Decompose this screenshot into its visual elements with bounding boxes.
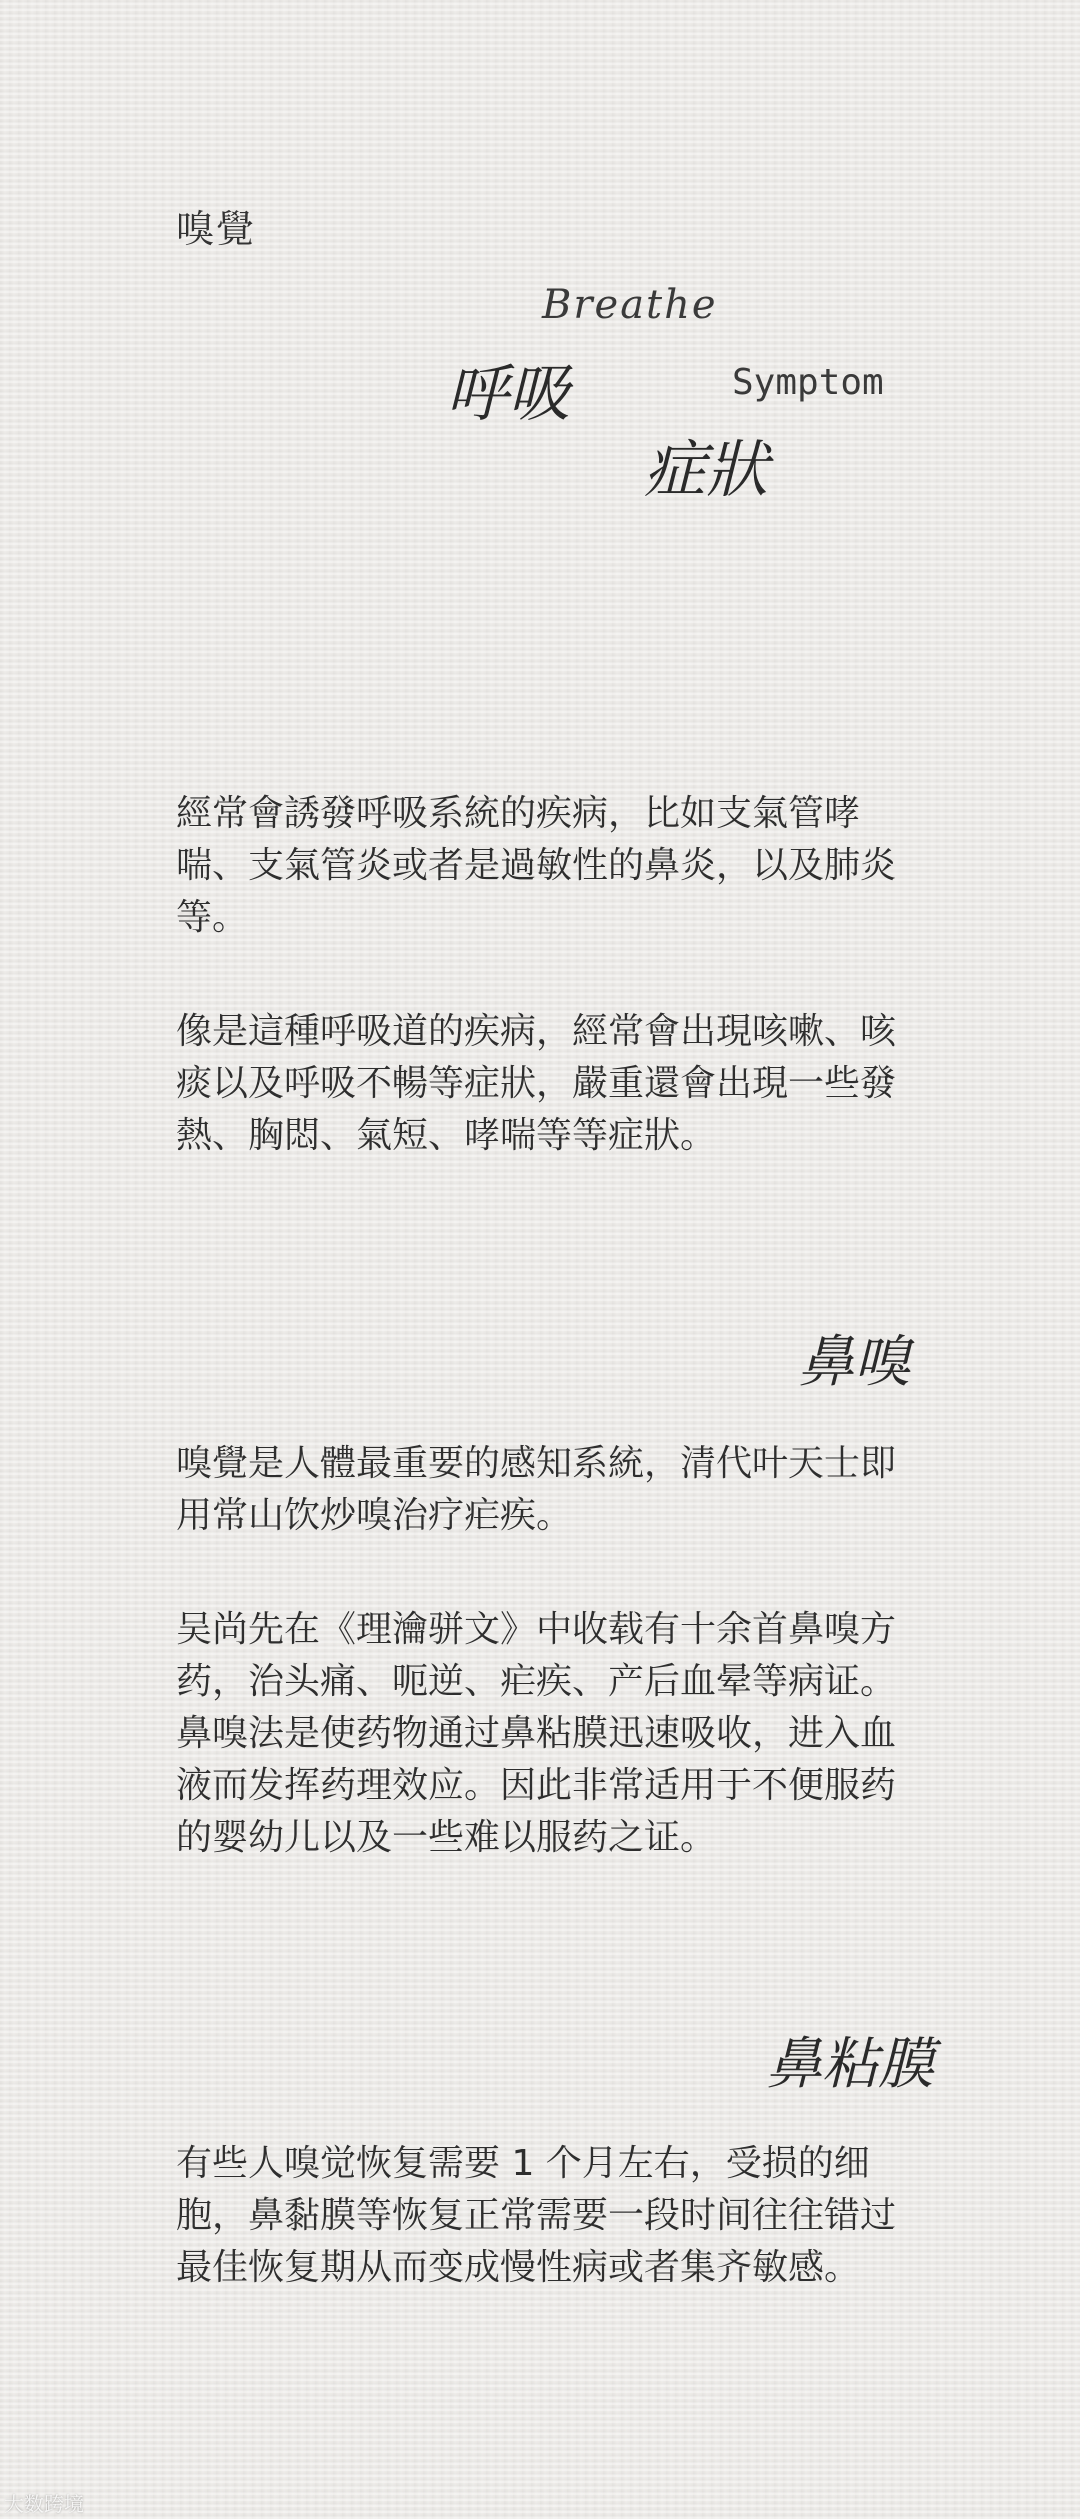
- breathe-paragraph-1: 經常會誘發呼吸系統的疾病，比如支氣管哮喘、支氣管炎或者是過敏性的鼻炎，以及肺炎等。: [176, 793, 897, 938]
- top-label: 嗅覺: [176, 207, 257, 251]
- sniff-paragraph-1: 嗅覺是人體最重要的感知系統，清代叶天士即用常山饮炒嗅治疗疟疾。: [176, 1443, 897, 1536]
- sniff-section-heading: 鼻嗅: [798, 1330, 910, 1395]
- symptom-chinese-title: 症狀: [644, 433, 769, 506]
- breathe-paragraph-2: 像是這種呼吸道的疾病，經常會出現咳嗽、咳痰以及呼吸不暢等症狀，嚴重還會出現一些發熱、胸悶、氣短、哮喘等等症狀。: [176, 1011, 897, 1156]
- sniff-paragraph-2: 吴尚先在《理瀹骈文》中收载有十余首鼻嗅方药，治头痛、呃逆、疟疾、产后血晕等病证。鼻嗅法是使药物通过鼻粘膜迅速吸收，进入血液而发挥药理效应。因此非常适用于不便服药的婴幼儿以及一些难以服药之证。: [176, 1609, 897, 1858]
- watermark: 大数跨境: [4, 2492, 84, 2516]
- mucosa-section-heading: 鼻粘膜: [766, 2032, 934, 2097]
- symptom-english-title: Symptom: [732, 362, 884, 403]
- breathe-chinese-title: 呼吸: [446, 357, 571, 430]
- mucosa-paragraph-1: 有些人嗅觉恢复需要 1 个月左右，受损的细胞，鼻黏膜等恢复正常需要一段时间往往错过最佳恢复期从而变成慢性病或者集齐敏感。: [176, 2143, 897, 2288]
- breathe-english-title: Breathe: [542, 282, 718, 328]
